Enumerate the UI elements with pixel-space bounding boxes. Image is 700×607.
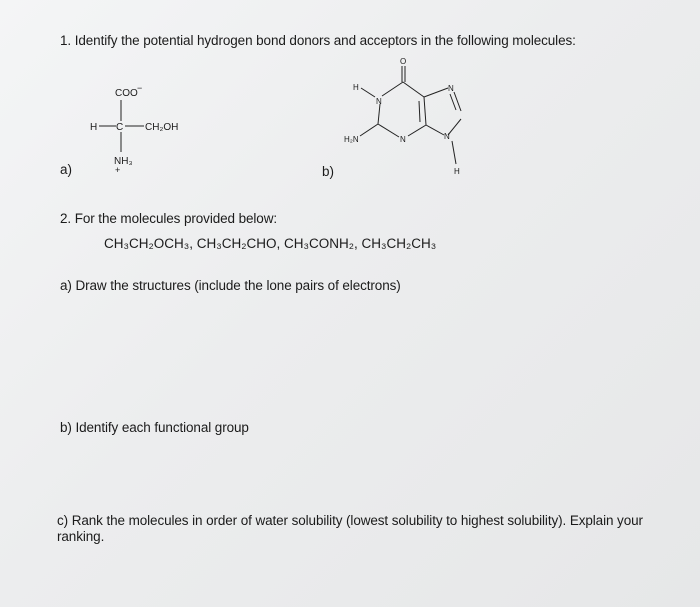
molecule-a-structure [55, 80, 225, 180]
n9-nitrogen-label: N [444, 132, 450, 141]
question-2a-prompt: a) Draw the structures (include the lone pairs of electrons) [60, 278, 401, 293]
question-2-prompt: 2. For the molecules provided below: [60, 211, 278, 226]
molecule-b-label: b) [322, 164, 335, 179]
n9-hydrogen-label: H [454, 167, 460, 176]
carboxylate-charge: − [137, 83, 143, 93]
molecule-a-label: a) [60, 162, 73, 177]
amine-group-label: H₂N [344, 135, 359, 144]
n3-nitrogen-label: N [400, 135, 406, 144]
question-2c-prompt: c) Rank the molecules in order of water solubility (lowest solubility to highest solubility). Explain your ranking. [57, 513, 643, 544]
carboxylate-label: COO [115, 88, 138, 99]
molecule-b-structure [330, 52, 480, 182]
hydrogen-atom-label: H [90, 122, 98, 133]
n1-hydrogen-label: H [353, 83, 359, 92]
question-2b-prompt: b) Identify each functional group [60, 420, 249, 435]
molecule-formula-list: CH₃CH₂OCH₃, CH₃CH₂CHO, CH₃CONH₂, CH₃CH₂CH₃ [104, 236, 437, 251]
alpha-carbon-label: C [116, 122, 124, 133]
ammonium-charge: + [115, 165, 121, 175]
carbonyl-oxygen-label: O [400, 57, 407, 66]
ammonium-label: NH₃ [114, 156, 133, 167]
question-1-prompt: 1. Identify the potential hydrogen bond donors and acceptors in the following molecules: [60, 33, 576, 48]
n1-nitrogen-label: N [376, 97, 382, 106]
hydroxymethyl-label: CH₂OH [145, 122, 179, 133]
n7-nitrogen-label: N [448, 84, 454, 93]
